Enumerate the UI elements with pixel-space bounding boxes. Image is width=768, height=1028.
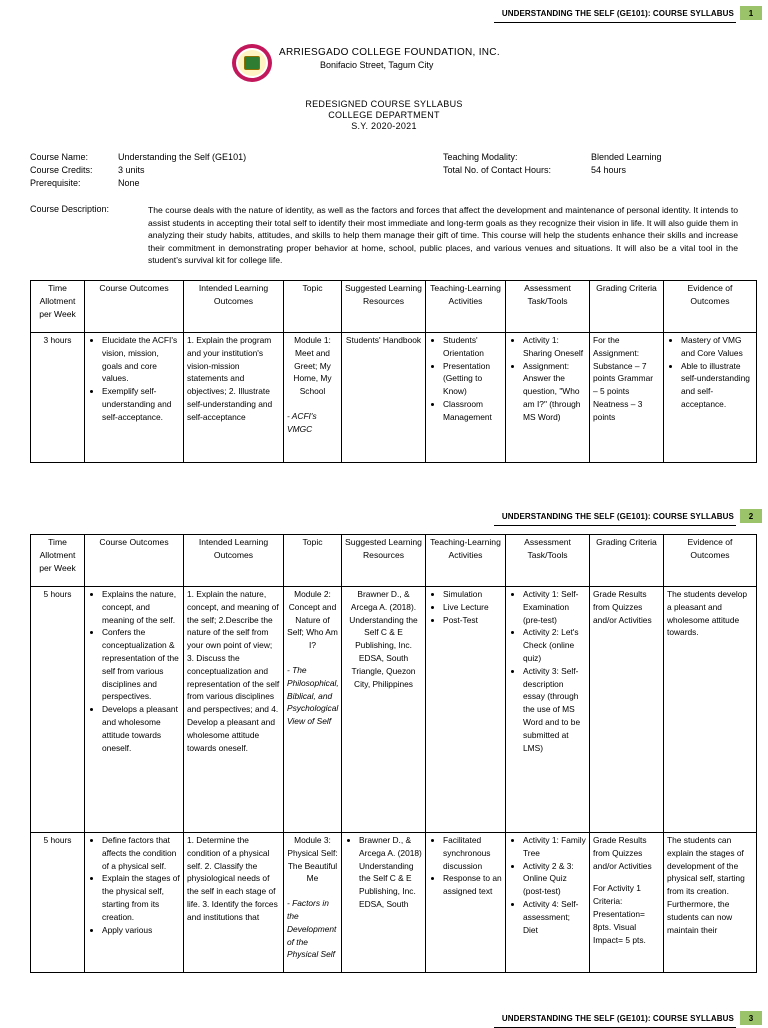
- topic-sub: - The Philosophical, Biblical, and Psychological View of Self: [287, 664, 339, 727]
- syllabus-table-page-1: [30, 280, 757, 463]
- topic-cell: [284, 333, 342, 463]
- list-item: • Assignment: Answer the question, "Who am I?" (through MS Word): [523, 360, 586, 424]
- info-label: Prerequisite:: [30, 178, 81, 188]
- time-cell: 5 hours: [31, 833, 85, 973]
- department-title: COLLEGE DEPARTMENT: [328, 110, 440, 120]
- list-item: • Facilitated synchronous discussion: [443, 834, 502, 872]
- header-title: UNDERSTANDING THE SELF (GE101): COURSE SYLLABUS: [501, 1013, 734, 1023]
- col-header: Suggested Learning Resources: [342, 535, 426, 587]
- table-row: [31, 833, 757, 973]
- list-item: • Presentation (Getting to Know): [443, 360, 502, 398]
- syllabus-title-block: [0, 99, 768, 132]
- header-title: UNDERSTANDING THE SELF (GE101): COURSE SYLLABUS: [501, 8, 734, 18]
- list-item: • Simulation: [443, 588, 502, 601]
- info-label: Course Name:: [30, 152, 89, 162]
- school-year: S.Y. 2020-2021: [351, 121, 417, 131]
- grading-criteria: For Activity 1 Criteria: Presentation= 8pts. Visual Impact= 5 pts.: [593, 883, 646, 945]
- list-item: • Live Lecture: [443, 601, 502, 614]
- resources-cell: Students' Handbook: [342, 333, 426, 463]
- assessment-cell: [506, 333, 590, 463]
- topic-sub: - Factors in the Development of the Physical Self: [287, 898, 337, 960]
- table-row: [31, 333, 757, 463]
- list-item: • Exemplify self-understanding and self-acceptance.: [102, 385, 180, 423]
- info-value: None: [118, 178, 140, 188]
- col-header: Time Allotment per Week: [31, 281, 85, 333]
- header-title: UNDERSTANDING THE SELF (GE101): COURSE SYLLABUS: [501, 511, 734, 521]
- resources-cell: Brawner D., & Arcega A. (2018). Understanding the Self C & E Publishing, Inc. EDSA, South Triangle, Quezon City, Philippines: [342, 587, 426, 833]
- course-info-right: [443, 151, 662, 177]
- list-item: • Elucidate the ACFI's vision, mission, goals and core values.: [102, 334, 180, 385]
- col-header: Grading Criteria: [590, 281, 664, 333]
- col-header: Assessment Task/Tools: [506, 281, 590, 333]
- col-header: Evidence of Outcomes: [664, 535, 757, 587]
- info-label: Course Credits:: [30, 165, 93, 175]
- list-item: • Brawner D., & Arcega A. (2018) Understanding the Self C & E Publishing, Inc. EDSA, South: [359, 834, 422, 911]
- assessment-cell: [506, 587, 590, 833]
- list-item: • Activity 1: Self-Examination (pre-test): [523, 588, 586, 626]
- grading-cell: [590, 833, 664, 973]
- grading-cell: For the Assignment: Substance – 7 points Grammar – 5 points Neatness – 3 points: [590, 333, 664, 463]
- evidence-cell: The students develop a pleasant and wholesome attitude towards.: [664, 587, 757, 833]
- ilo-cell: 1. Determine the condition of a physical self. 2. Classify the physiological needs of the self in each stage of life. 3. Identify the forces and institutions that: [184, 833, 284, 973]
- ilo-cell: 1. Explain the nature, concept, and meaning of the self; 2.Describe the nature of the self from your own point of view; 3. Discuss the conceptualization and representation of the self from various disciplines and perspectives; and 4. Develop a pleasant and wholesome attitude towards oneself.: [184, 587, 284, 833]
- topic-sub: - ACFI's VMGC: [287, 410, 317, 434]
- list-item: • Activity 1: Family Tree: [523, 834, 586, 860]
- evidence-cell: [664, 333, 757, 463]
- info-label: Teaching Modality:: [443, 152, 518, 162]
- ilo-cell: 1. Explain the program and your institution's vision-mission statements and objectives; 2. Illustrate self-understanding and self-acceptance: [184, 333, 284, 463]
- page-header-2: [502, 509, 762, 523]
- list-item: • Able to illustrate self-understanding and self-acceptance.: [681, 360, 753, 411]
- col-header: Topic: [284, 281, 342, 333]
- info-value: 54 hours: [591, 165, 627, 175]
- col-header: Topic: [284, 535, 342, 587]
- syllabus-table-page-2: [30, 534, 757, 973]
- list-item: • Activity 3: Self-description essay (through the use of MS Word and to be submitted at LMS): [523, 665, 586, 755]
- time-cell: 5 hours: [31, 587, 85, 833]
- list-item: • Explain the stages of the physical self, starting from its creation.: [102, 872, 180, 923]
- list-item: • Students' Orientation: [443, 334, 502, 360]
- list-item: • Explains the nature, concept, and meaning of the self.: [102, 588, 180, 626]
- col-header: Teaching-Learning Activities: [426, 535, 506, 587]
- list-item: • Mastery of VMG and Core Values: [681, 334, 753, 360]
- activities-cell: [426, 587, 506, 833]
- list-item: • Post-Test: [443, 614, 502, 627]
- course-info-left: [30, 151, 246, 190]
- outcomes-cell: [85, 833, 184, 973]
- school-block: [279, 47, 500, 71]
- evidence-cell: The students can explain the stages of development of the physical self, starting from its creation. Furthermore, the students can now maintain their: [664, 833, 757, 973]
- outcomes-cell: [85, 333, 184, 463]
- page-number: 2: [740, 509, 762, 523]
- page-number: 3: [740, 1011, 762, 1025]
- course-description: The course deals with the nature of identity, as well as the factors and forces that affect the development and maintenance of personal identity. It intends to assist students in accepting their total self to identify their most immediate and long-term goals as they recognize their vision in life. It will also guide them in analyzing their study habits, attitudes, and skills to help them manage their gift of time. This course will help the students enhance their skills and increase their commitment in demonstrating proper behavior at home, school, public places, and various venues and situations. It will also be a vital tool in the student's survival kit for college life.: [148, 205, 738, 265]
- col-header: Intended Learning Outcomes: [184, 281, 284, 333]
- list-item: • Apply various: [102, 924, 180, 937]
- grading-text: Grade Results from Quizzes and/or Activities: [593, 835, 652, 871]
- col-header: Course Outcomes: [85, 535, 184, 587]
- list-item: • Activity 2 & 3: Online Quiz (post-test): [523, 860, 586, 898]
- grading-cell: Grade Results from Quizzes and/or Activities: [590, 587, 664, 833]
- time-cell: 3 hours: [31, 333, 85, 463]
- school-address: Bonifacio Street, Tagum City: [320, 60, 434, 70]
- list-item: • Activity 4: Self-assessment; Diet: [523, 898, 586, 936]
- assessment-cell: [506, 833, 590, 973]
- list-item: • Response to an assigned text: [443, 872, 502, 898]
- activities-cell: [426, 333, 506, 463]
- list-item: • Define factors that affects the condition of a physical self.: [102, 834, 180, 872]
- col-header: Assessment Task/Tools: [506, 535, 590, 587]
- table-header-row: [31, 535, 757, 587]
- list-item: • Activity 2: Let's Check (online quiz): [523, 626, 586, 664]
- page-header-1: [502, 6, 762, 20]
- activities-cell: [426, 833, 506, 973]
- topic-title: Module 2: Concept and Nature of Self; Who Am I?: [287, 589, 338, 651]
- info-value: Blended Learning: [591, 152, 662, 162]
- table-row: [31, 587, 757, 833]
- col-header: Evidence of Outcomes: [664, 281, 757, 333]
- school-seal-logo: [232, 44, 272, 82]
- page-header-3: [502, 1011, 762, 1025]
- col-header: Grading Criteria: [590, 535, 664, 587]
- list-item: • Confers the conceptualization & representation of the self from various disciplines and perspectives.: [102, 626, 180, 703]
- topic-title: Module 1: Meet and Greet; My Home, My School: [293, 335, 332, 397]
- topic-cell: [284, 587, 342, 833]
- list-item: • Classroom Management: [443, 398, 502, 424]
- list-item: • Activity 1: Sharing Oneself: [523, 334, 586, 360]
- topic-cell: [284, 833, 342, 973]
- resources-cell: [342, 833, 426, 973]
- info-value: 3 units: [118, 165, 145, 175]
- topic-title: Module 3: Physical Self: The Beautiful Me: [287, 835, 338, 884]
- col-header: Intended Learning Outcomes: [184, 535, 284, 587]
- col-header: Teaching-Learning Activities: [426, 281, 506, 333]
- description-label: Course Description:: [30, 204, 110, 214]
- table-header-row: [31, 281, 757, 333]
- info-label: Total No. of Contact Hours:: [443, 165, 552, 175]
- school-name: ARRIESGADO COLLEGE FOUNDATION, INC.: [279, 47, 500, 58]
- syllabus-title: REDESIGNED COURSE SYLLABUS: [305, 99, 463, 109]
- col-header: Time Allotment per Week: [31, 535, 85, 587]
- outcomes-cell: [85, 587, 184, 833]
- col-header: Suggested Learning Resources: [342, 281, 426, 333]
- page-number: 1: [740, 6, 762, 20]
- info-value: Understanding the Self (GE101): [118, 152, 247, 162]
- col-header: Course Outcomes: [85, 281, 184, 333]
- list-item: • Develops a pleasant and wholesome attitude towards oneself.: [102, 703, 180, 754]
